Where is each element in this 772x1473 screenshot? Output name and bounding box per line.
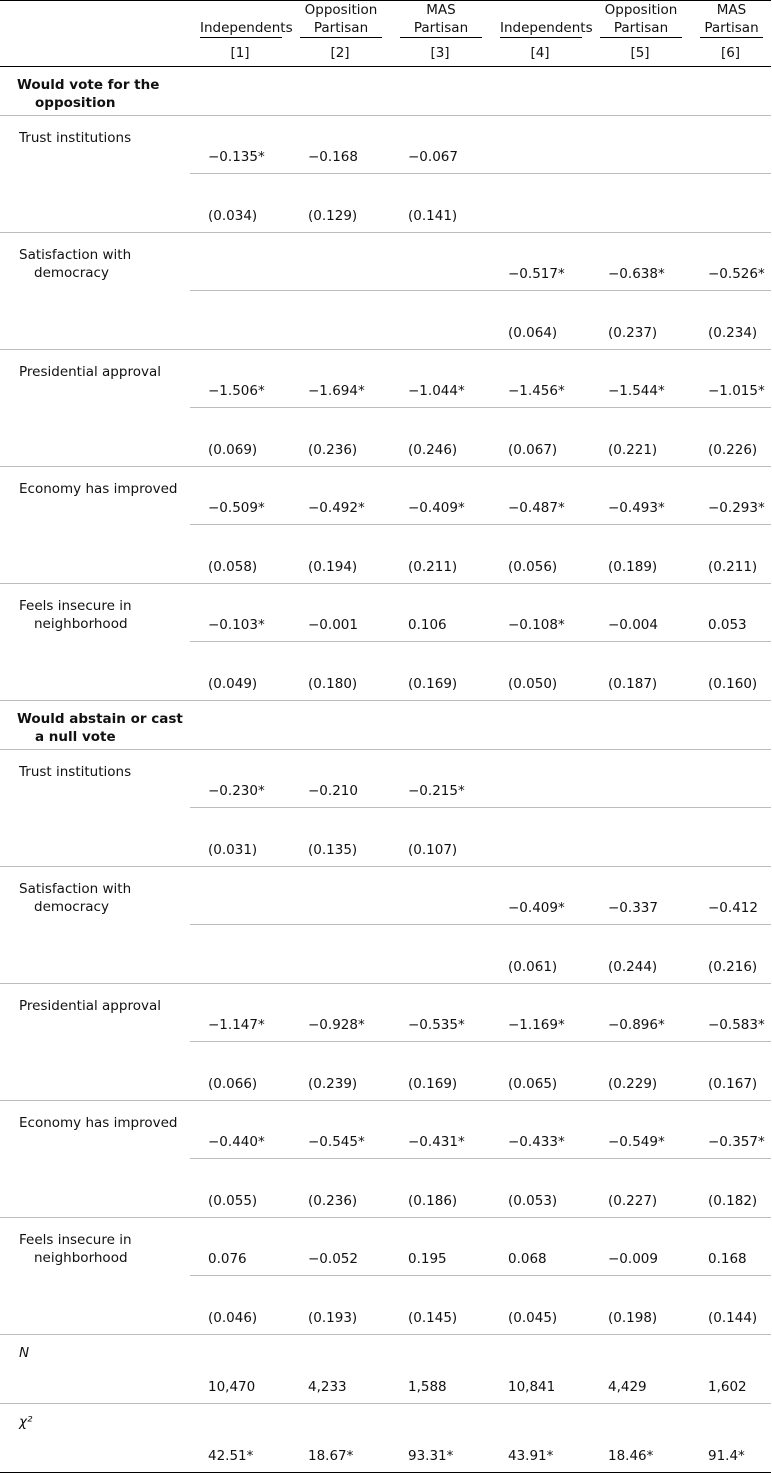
coefficient-cell: −0.549* <box>590 1101 690 1159</box>
column-number: [6] <box>690 43 771 67</box>
std-error-cell: (0.034) <box>190 174 290 233</box>
coefficient-cell: −1.456* <box>490 350 590 408</box>
header-blank <box>0 43 190 67</box>
column-number-row <box>0 43 771 67</box>
column-number: [4] <box>490 43 590 67</box>
std-error-cell: (0.236) <box>290 408 390 467</box>
std-error-cell <box>290 291 390 350</box>
coefficient-cell: 0.195 <box>390 1218 490 1276</box>
std-error-cell <box>190 925 290 984</box>
coefficient-cell: −0.108* <box>490 584 590 642</box>
std-error-cell: (0.056) <box>490 525 590 584</box>
variable-label-line1: Trust institutions <box>19 130 132 146</box>
coefficient-cell: −0.357* <box>690 1101 771 1159</box>
variable-label <box>0 867 190 984</box>
coefficient-cell: −0.433* <box>490 1101 590 1159</box>
coefficient-cell: −1.169* <box>490 984 590 1042</box>
coefficient-cell: −0.210 <box>290 750 390 808</box>
std-error-cell: (0.169) <box>390 1042 490 1101</box>
coefficient-row <box>0 350 771 408</box>
std-error-cell: (0.055) <box>190 1159 290 1218</box>
coefficient-row <box>0 233 771 291</box>
coefficient-cell: −0.409* <box>390 467 490 525</box>
std-error-cell <box>290 925 390 984</box>
coefficient-cell: −0.928* <box>290 984 390 1042</box>
column-header <box>590 1 690 44</box>
variable-label <box>0 116 190 233</box>
column-header-rule <box>700 1 763 38</box>
coefficient-cell: −0.409* <box>490 867 590 925</box>
std-error-cell: (0.049) <box>190 642 290 701</box>
std-error-cell: (0.065) <box>490 1042 590 1101</box>
coefficient-cell <box>290 233 390 291</box>
variable-label-line1: Satisfaction with <box>19 247 132 263</box>
std-error-cell: (0.186) <box>390 1159 490 1218</box>
variable-label-line2: neighborhood <box>34 616 128 632</box>
column-header <box>690 1 771 44</box>
std-error-cell: (0.046) <box>190 1276 290 1335</box>
coefficient-cell <box>690 750 771 808</box>
std-error-cell <box>490 808 590 867</box>
variable-label-line2: neighborhood <box>34 1250 128 1266</box>
variable-label <box>0 750 190 867</box>
std-error-cell <box>190 291 290 350</box>
column-header-line1: Opposition <box>604 2 678 18</box>
std-error-cell: (0.064) <box>490 291 590 350</box>
std-error-cell: (0.193) <box>290 1276 390 1335</box>
coefficient-cell: −0.293* <box>690 467 771 525</box>
statistic-value: 10,841 <box>490 1335 590 1404</box>
coefficient-cell: 0.168 <box>690 1218 771 1276</box>
coefficient-row <box>0 1101 771 1159</box>
coefficient-cell: −0.230* <box>190 750 290 808</box>
coefficient-cell: −0.493* <box>590 467 690 525</box>
variable-label-line2: democracy <box>34 899 109 915</box>
coefficient-cell: −0.509* <box>190 467 290 525</box>
coefficient-cell: −0.215* <box>390 750 490 808</box>
section-heading-line1: Would abstain or cast <box>17 711 183 727</box>
std-error-cell: (0.069) <box>190 408 290 467</box>
std-error-cell: (0.236) <box>290 1159 390 1218</box>
coefficient-cell <box>390 867 490 925</box>
std-error-cell: (0.198) <box>590 1276 690 1335</box>
variable-label-line1: Presidential approval <box>19 998 161 1014</box>
std-error-cell: (0.239) <box>290 1042 390 1101</box>
coefficient-cell: −0.052 <box>290 1218 390 1276</box>
std-error-cell: (0.189) <box>590 525 690 584</box>
coefficient-cell: −0.135* <box>190 116 290 174</box>
column-number: [2] <box>290 43 390 67</box>
coefficient-cell: 0.053 <box>690 584 771 642</box>
coefficient-cell: −1.015* <box>690 350 771 408</box>
coefficient-cell: 0.076 <box>190 1218 290 1276</box>
statistic-value: 4,233 <box>290 1335 390 1404</box>
coefficient-cell: −1.044* <box>390 350 490 408</box>
std-error-cell: (0.180) <box>290 642 390 701</box>
std-error-cell: (0.229) <box>590 1042 690 1101</box>
std-error-cell: (0.145) <box>390 1276 490 1335</box>
coefficient-cell: −1.506* <box>190 350 290 408</box>
variable-label-line1: Economy has improved <box>19 1115 178 1131</box>
coefficient-cell: −0.526* <box>690 233 771 291</box>
column-header-line2: Partisan <box>313 20 369 36</box>
coefficient-cell <box>290 867 390 925</box>
std-error-cell <box>390 925 490 984</box>
variable-label <box>0 350 190 467</box>
coefficient-row <box>0 867 771 925</box>
std-error-cell: (0.169) <box>390 642 490 701</box>
std-error-cell: (0.216) <box>690 925 771 984</box>
coefficient-cell: −0.168 <box>290 116 390 174</box>
coefficient-cell: −0.545* <box>290 1101 390 1159</box>
column-header <box>290 1 390 44</box>
coefficient-row <box>0 984 771 1042</box>
variable-label-line1: Satisfaction with <box>19 881 132 897</box>
column-header-rule <box>600 1 682 38</box>
std-error-cell: (0.246) <box>390 408 490 467</box>
std-error-cell: (0.058) <box>190 525 290 584</box>
coefficient-cell: −0.412 <box>690 867 771 925</box>
column-header <box>190 1 293 44</box>
coefficient-cell: 0.068 <box>490 1218 590 1276</box>
variable-label <box>0 1101 190 1218</box>
coefficient-cell: −1.147* <box>190 984 290 1042</box>
std-error-cell: (0.221) <box>590 408 690 467</box>
statistic-row <box>0 1404 771 1473</box>
statistic-value: 10,470 <box>190 1335 290 1404</box>
section-heading <box>0 67 771 116</box>
column-header-rule <box>200 1 293 38</box>
coefficient-cell: −0.517* <box>490 233 590 291</box>
coefficient-cell: −0.492* <box>290 467 390 525</box>
variable-label <box>0 584 190 701</box>
variable-label-line1: Economy has improved <box>19 481 178 497</box>
variable-label <box>0 984 190 1101</box>
statistic-label: N <box>0 1335 190 1404</box>
statistic-value: 1,588 <box>390 1335 490 1404</box>
std-error-cell: (0.141) <box>390 174 490 233</box>
coefficient-cell: −0.009 <box>590 1218 690 1276</box>
column-number: [5] <box>590 43 690 67</box>
variable-label-line1: Presidential approval <box>19 364 161 380</box>
coefficient-cell <box>490 116 590 174</box>
coefficient-cell: −0.440* <box>190 1101 290 1159</box>
std-error-cell: (0.107) <box>390 808 490 867</box>
std-error-cell: (0.135) <box>290 808 390 867</box>
coefficient-row <box>0 116 771 174</box>
std-error-cell <box>390 291 490 350</box>
coefficient-cell <box>590 116 690 174</box>
variable-label <box>0 467 190 584</box>
statistic-row <box>0 1335 771 1404</box>
std-error-cell: (0.053) <box>490 1159 590 1218</box>
std-error-cell: (0.226) <box>690 408 771 467</box>
std-error-cell <box>490 174 590 233</box>
column-header-rule <box>300 1 382 38</box>
section-heading-line2: opposition <box>35 95 116 111</box>
column-header-line2: Partisan <box>704 20 759 36</box>
variable-label-line2: democracy <box>34 265 109 281</box>
column-number: [1] <box>190 43 290 67</box>
column-header-line2: Partisan <box>413 20 469 36</box>
coefficient-cell: −0.337 <box>590 867 690 925</box>
statistic-label: χ² <box>0 1404 190 1473</box>
column-header-rule <box>400 1 482 38</box>
section-heading <box>0 701 771 750</box>
statistic-value: 18.67* <box>290 1404 390 1473</box>
std-error-cell: (0.144) <box>690 1276 771 1335</box>
column-number: [3] <box>390 43 490 67</box>
std-error-cell: (0.227) <box>590 1159 690 1218</box>
statistic-value: 18.46* <box>590 1404 690 1473</box>
coefficient-cell: −0.535* <box>390 984 490 1042</box>
coefficient-cell: −0.004 <box>590 584 690 642</box>
coefficient-cell <box>490 750 590 808</box>
coefficient-cell <box>590 750 690 808</box>
coefficient-cell: −0.638* <box>590 233 690 291</box>
variable-label <box>0 233 190 350</box>
column-header <box>390 1 490 44</box>
section-heading-line2: a null vote <box>35 729 116 745</box>
std-error-cell <box>590 174 690 233</box>
column-header-line1: Opposition <box>304 2 378 18</box>
coefficient-row <box>0 584 771 642</box>
header-blank <box>0 1 190 44</box>
variable-label-line1: Trust institutions <box>19 764 132 780</box>
std-error-cell: (0.194) <box>290 525 390 584</box>
section-heading-line1: Would vote for the <box>17 77 160 93</box>
coefficient-cell: −0.896* <box>590 984 690 1042</box>
column-header <box>490 1 593 44</box>
statistic-value: 93.31* <box>390 1404 490 1473</box>
coefficient-row <box>0 750 771 808</box>
column-header-line1: MAS <box>426 2 456 18</box>
coefficient-cell <box>690 116 771 174</box>
std-error-cell: (0.211) <box>690 525 771 584</box>
coefficient-cell: −1.694* <box>290 350 390 408</box>
std-error-cell: (0.187) <box>590 642 690 701</box>
coefficient-cell: −0.583* <box>690 984 771 1042</box>
coefficient-row <box>0 1218 771 1276</box>
coefficient-cell: −0.103* <box>190 584 290 642</box>
column-header-line2: Independents <box>500 20 593 36</box>
column-header-rule <box>500 1 593 38</box>
std-error-cell <box>590 808 690 867</box>
column-header-line2: Independents <box>200 20 293 36</box>
coefficient-cell: 0.106 <box>390 584 490 642</box>
coefficient-cell <box>390 233 490 291</box>
std-error-cell: (0.237) <box>590 291 690 350</box>
std-error-cell: (0.182) <box>690 1159 771 1218</box>
coefficient-cell: −1.544* <box>590 350 690 408</box>
statistic-value: 4,429 <box>590 1335 690 1404</box>
std-error-cell: (0.045) <box>490 1276 590 1335</box>
std-error-cell: (0.031) <box>190 808 290 867</box>
std-error-cell: (0.234) <box>690 291 771 350</box>
column-header-line1: MAS <box>716 2 747 18</box>
statistic-value: 42.51* <box>190 1404 290 1473</box>
variable-label-line1: Feels insecure in <box>19 598 132 614</box>
coefficient-row <box>0 467 771 525</box>
std-error-cell <box>690 808 771 867</box>
column-header-line2: Partisan <box>613 20 669 36</box>
variable-label <box>0 1218 190 1335</box>
variable-label-line1: Feels insecure in <box>19 1232 132 1248</box>
header-row <box>0 1 771 44</box>
statistic-value: 91.4* <box>690 1404 771 1473</box>
section-heading-row <box>0 67 771 116</box>
coefficient-cell: −0.067 <box>390 116 490 174</box>
std-error-cell: (0.067) <box>490 408 590 467</box>
coefficient-cell: −0.001 <box>290 584 390 642</box>
std-error-cell: (0.061) <box>490 925 590 984</box>
statistic-value: 43.91* <box>490 1404 590 1473</box>
statistic-value: 1,602 <box>690 1335 771 1404</box>
std-error-cell: (0.211) <box>390 525 490 584</box>
std-error-cell: (0.167) <box>690 1042 771 1101</box>
std-error-cell: (0.050) <box>490 642 590 701</box>
section-heading-row <box>0 701 771 750</box>
std-error-cell <box>690 174 771 233</box>
std-error-cell: (0.244) <box>590 925 690 984</box>
coefficient-cell <box>190 867 290 925</box>
std-error-cell: (0.129) <box>290 174 390 233</box>
std-error-cell: (0.160) <box>690 642 771 701</box>
coefficient-cell: −0.431* <box>390 1101 490 1159</box>
coefficient-cell <box>190 233 290 291</box>
coefficient-cell: −0.487* <box>490 467 590 525</box>
std-error-cell: (0.066) <box>190 1042 290 1101</box>
